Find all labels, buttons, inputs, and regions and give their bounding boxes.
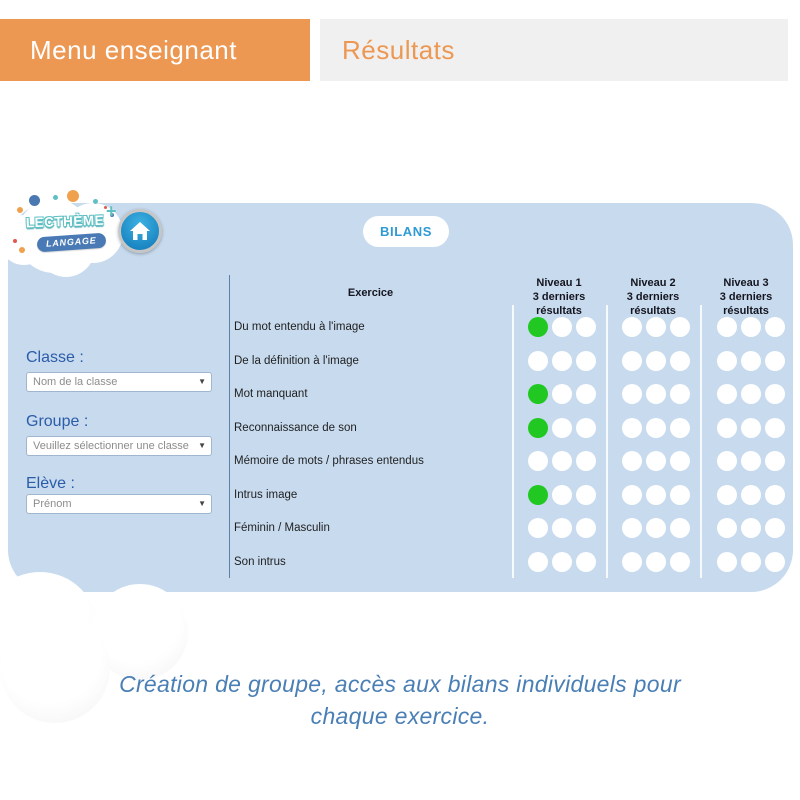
caption-line-2: chaque exercice.	[310, 703, 490, 729]
result-dot-empty	[741, 451, 761, 471]
logo-dot	[29, 195, 40, 206]
logo-dot	[93, 199, 98, 204]
result-dot-empty	[717, 384, 737, 404]
result-dot-empty	[717, 518, 737, 538]
classe-label: Classe :	[26, 349, 84, 366]
logo-dot	[19, 247, 25, 253]
result-dot-empty	[717, 552, 737, 572]
result-dot-empty	[576, 552, 596, 572]
result-dot-empty	[576, 518, 596, 538]
result-dot-empty	[576, 418, 596, 438]
result-dot-empty	[622, 351, 642, 371]
logo-dot	[67, 190, 79, 202]
result-dot-empty	[717, 418, 737, 438]
result-dot-empty	[717, 317, 737, 337]
result-dot-empty	[670, 552, 690, 572]
result-dot-empty	[552, 552, 572, 572]
result-dot-empty	[646, 552, 666, 572]
logo-plus-icon: +	[106, 201, 117, 221]
result-dot-empty	[552, 451, 572, 471]
result-dot-empty	[552, 485, 572, 505]
result-dot-empty	[670, 451, 690, 471]
groupe-select[interactable]	[26, 436, 212, 456]
result-dot-empty	[576, 351, 596, 371]
result-dot-empty	[646, 317, 666, 337]
logo-dot	[17, 207, 23, 213]
result-dot-empty	[646, 418, 666, 438]
result-dot-empty	[528, 451, 548, 471]
logo-dot	[53, 195, 58, 200]
result-dot-empty	[576, 317, 596, 337]
result-dot-empty	[741, 552, 761, 572]
result-dot-empty	[576, 384, 596, 404]
logo-title: LECTHÈME	[25, 212, 105, 231]
result-dot-empty	[717, 351, 737, 371]
result-dot-empty	[528, 552, 548, 572]
exercise-row-label: Mémoire de mots / phrases entendus	[234, 455, 424, 467]
result-dot-empty	[646, 518, 666, 538]
result-dot-empty	[646, 351, 666, 371]
result-dot-empty	[670, 518, 690, 538]
result-dot-empty	[765, 552, 785, 572]
result-dot-empty	[741, 384, 761, 404]
eleve-label: Elève :	[26, 475, 75, 492]
niveau-3-header	[699, 276, 793, 318]
result-dot-empty	[552, 384, 572, 404]
chevron-down-icon: ▼	[198, 441, 206, 450]
chevron-down-icon: ▼	[198, 377, 206, 386]
result-dot-empty	[765, 384, 785, 404]
eleve-select-value: Prénom	[33, 498, 72, 510]
result-dot-empty	[670, 384, 690, 404]
result-dot-empty	[765, 485, 785, 505]
classe-select[interactable]	[26, 372, 212, 392]
home-button[interactable]	[118, 209, 162, 253]
bilans-button[interactable]: BILANS	[363, 216, 449, 247]
result-dot-empty	[576, 485, 596, 505]
result-dot-empty	[741, 418, 761, 438]
chevron-down-icon: ▼	[198, 499, 206, 508]
result-dot-empty	[741, 351, 761, 371]
result-dot-success	[528, 317, 548, 337]
result-dot-empty	[622, 518, 642, 538]
result-dot-empty	[741, 317, 761, 337]
result-dot-empty	[622, 485, 642, 505]
tab-menu-enseignant[interactable]: Menu enseignant	[0, 19, 310, 81]
niveau-3-subtitle: 3 derniers résultats	[719, 291, 773, 317]
result-dot-empty	[552, 518, 572, 538]
niveau-2-title: Niveau 2	[630, 277, 676, 289]
result-dot-empty	[552, 418, 572, 438]
result-dot-empty	[765, 518, 785, 538]
result-dot-success	[528, 384, 548, 404]
result-dot-empty	[622, 384, 642, 404]
exercise-row-label: Son intrus	[234, 555, 286, 568]
home-icon	[129, 221, 151, 241]
result-dot-empty	[646, 485, 666, 505]
niveau-2-header	[606, 276, 700, 318]
result-dot-empty	[765, 317, 785, 337]
exercise-row-label: De la définition à l'image	[234, 354, 359, 367]
exercise-column-header: Exercice	[347, 287, 394, 299]
niveau-1-header	[512, 276, 606, 318]
niveau-1-title: Niveau 1	[536, 277, 582, 289]
column-divider	[512, 305, 514, 578]
eleve-select[interactable]	[26, 494, 212, 514]
result-dot-success	[528, 418, 548, 438]
result-dot-success	[528, 485, 548, 505]
result-dot-empty	[552, 351, 572, 371]
result-dot-empty	[646, 451, 666, 471]
logo-langage-badge: LANGAGE	[37, 233, 106, 253]
result-dot-empty	[670, 418, 690, 438]
niveau-1-subtitle: 3 derniers résultats	[532, 291, 586, 317]
result-dot-empty	[741, 518, 761, 538]
classe-select-value: Nom de la classe	[33, 376, 118, 388]
niveau-2-subtitle: 3 derniers résultats	[626, 291, 680, 317]
exercise-row-label: Mot manquant	[234, 388, 308, 400]
groupe-label: Groupe :	[26, 413, 89, 430]
result-dot-empty	[741, 485, 761, 505]
result-dot-empty	[765, 451, 785, 471]
result-dot-empty	[528, 518, 548, 538]
result-dot-empty	[670, 317, 690, 337]
result-dot-empty	[622, 552, 642, 572]
niveau-3-title: Niveau 3	[723, 277, 769, 289]
caption-line-1: Création de groupe, accès aux bilans individuels pour	[119, 671, 681, 697]
logo-dot	[13, 239, 17, 243]
result-dot-empty	[717, 485, 737, 505]
result-dot-empty	[528, 351, 548, 371]
column-divider	[700, 305, 702, 578]
result-dot-empty	[765, 351, 785, 371]
result-dot-empty	[765, 418, 785, 438]
result-dot-empty	[622, 451, 642, 471]
result-dot-empty	[670, 485, 690, 505]
column-divider	[606, 305, 608, 578]
form-table-divider	[229, 275, 230, 578]
exercise-row-label: Féminin / Masculin	[234, 522, 330, 534]
lectheme-logo	[5, 193, 135, 273]
result-dot-empty	[717, 451, 737, 471]
result-dot-empty	[622, 418, 642, 438]
result-dot-empty	[622, 317, 642, 337]
caption	[0, 668, 800, 732]
tab-resultats[interactable]: Résultats	[320, 19, 788, 81]
result-dot-empty	[552, 317, 572, 337]
exercise-row-label: Du mot entendu à l'image	[234, 321, 365, 333]
exercise-row-label: Intrus image	[234, 488, 298, 501]
result-dot-empty	[576, 451, 596, 471]
exercise-row-label: Reconnaissance de son	[234, 421, 357, 434]
groupe-select-value: Veuillez sélectionner une classe	[33, 440, 189, 452]
result-dot-empty	[646, 384, 666, 404]
results-panel	[8, 203, 793, 592]
result-dot-empty	[670, 351, 690, 371]
